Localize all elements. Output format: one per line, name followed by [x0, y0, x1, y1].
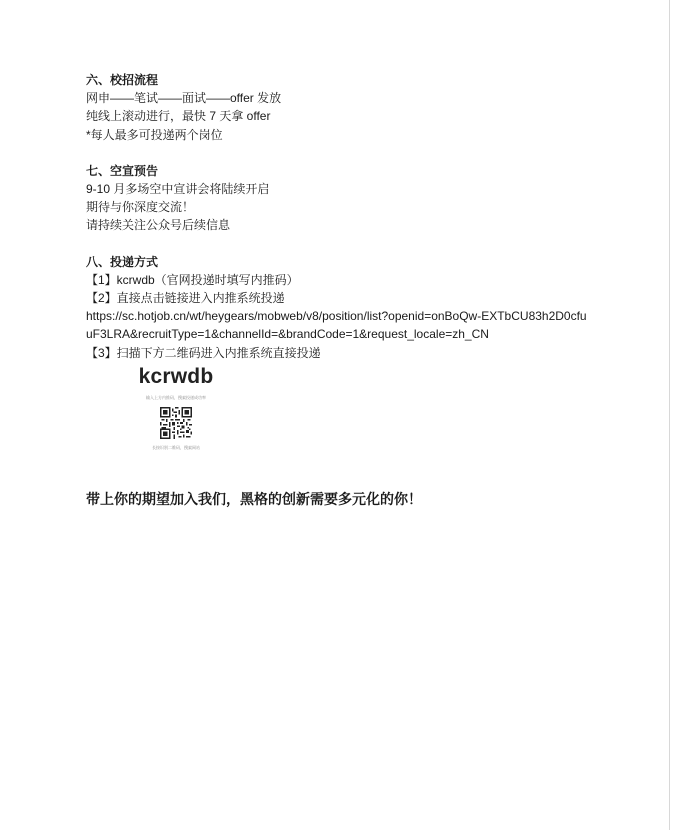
- process-line-2: 纯线上滚动进行，最快 7 天拿 offer: [86, 109, 271, 124]
- qr-code-icon[interactable]: [160, 407, 192, 439]
- process-line-1: 网申——笔试——面试——offer 发放: [86, 91, 282, 106]
- preview-line-2: 期待与你深度交流！: [86, 200, 195, 215]
- apply-url-line-1[interactable]: https://sc.hotjob.cn/wt/heygears/mobweb/v8/position/list?openid=onBoQw-EXTbCU83h2D0cfu: [86, 309, 587, 324]
- page-edge: [669, 0, 670, 830]
- apply-method-code: 【1】kcrwdb（官网投递时填写内推码）: [86, 272, 299, 287]
- qr-caption: 长按识别二维码，搜索网站: [152, 444, 200, 450]
- referral-code: kcrwdb: [138, 364, 214, 388]
- apply-url-line-2[interactable]: uF3LRA&recruitType=1&channelId=&brandCode=1&request_locale=zh_CN: [86, 327, 489, 342]
- qr-subtitle: 输入上方内推码，搜索投递成功率: [146, 394, 206, 400]
- preview-line-1: 9-10 月多场空中宣讲会将陆续开启: [86, 182, 270, 197]
- section-heading-apply: 八、投递方式: [86, 254, 159, 269]
- section-heading-preview: 七、空宣预告: [86, 163, 159, 178]
- document-body: [86, 71, 646, 465]
- process-line-3: *每人最多可投递两个岗位: [86, 127, 223, 142]
- qr-poster: [111, 365, 241, 465]
- apply-method-link: 【2】直接点击链接进入内推系统投递: [86, 291, 285, 306]
- section-heading-process: 六、校招流程: [86, 73, 159, 87]
- closing-slogan: 带上你的期望加入我们，黑格的创新需要多元化的你！: [86, 491, 422, 507]
- apply-method-qr: 【3】扫描下方二维码进入内推系统直接投递: [86, 345, 321, 360]
- preview-line-3: 请持续关注公众号后续信息: [86, 218, 231, 233]
